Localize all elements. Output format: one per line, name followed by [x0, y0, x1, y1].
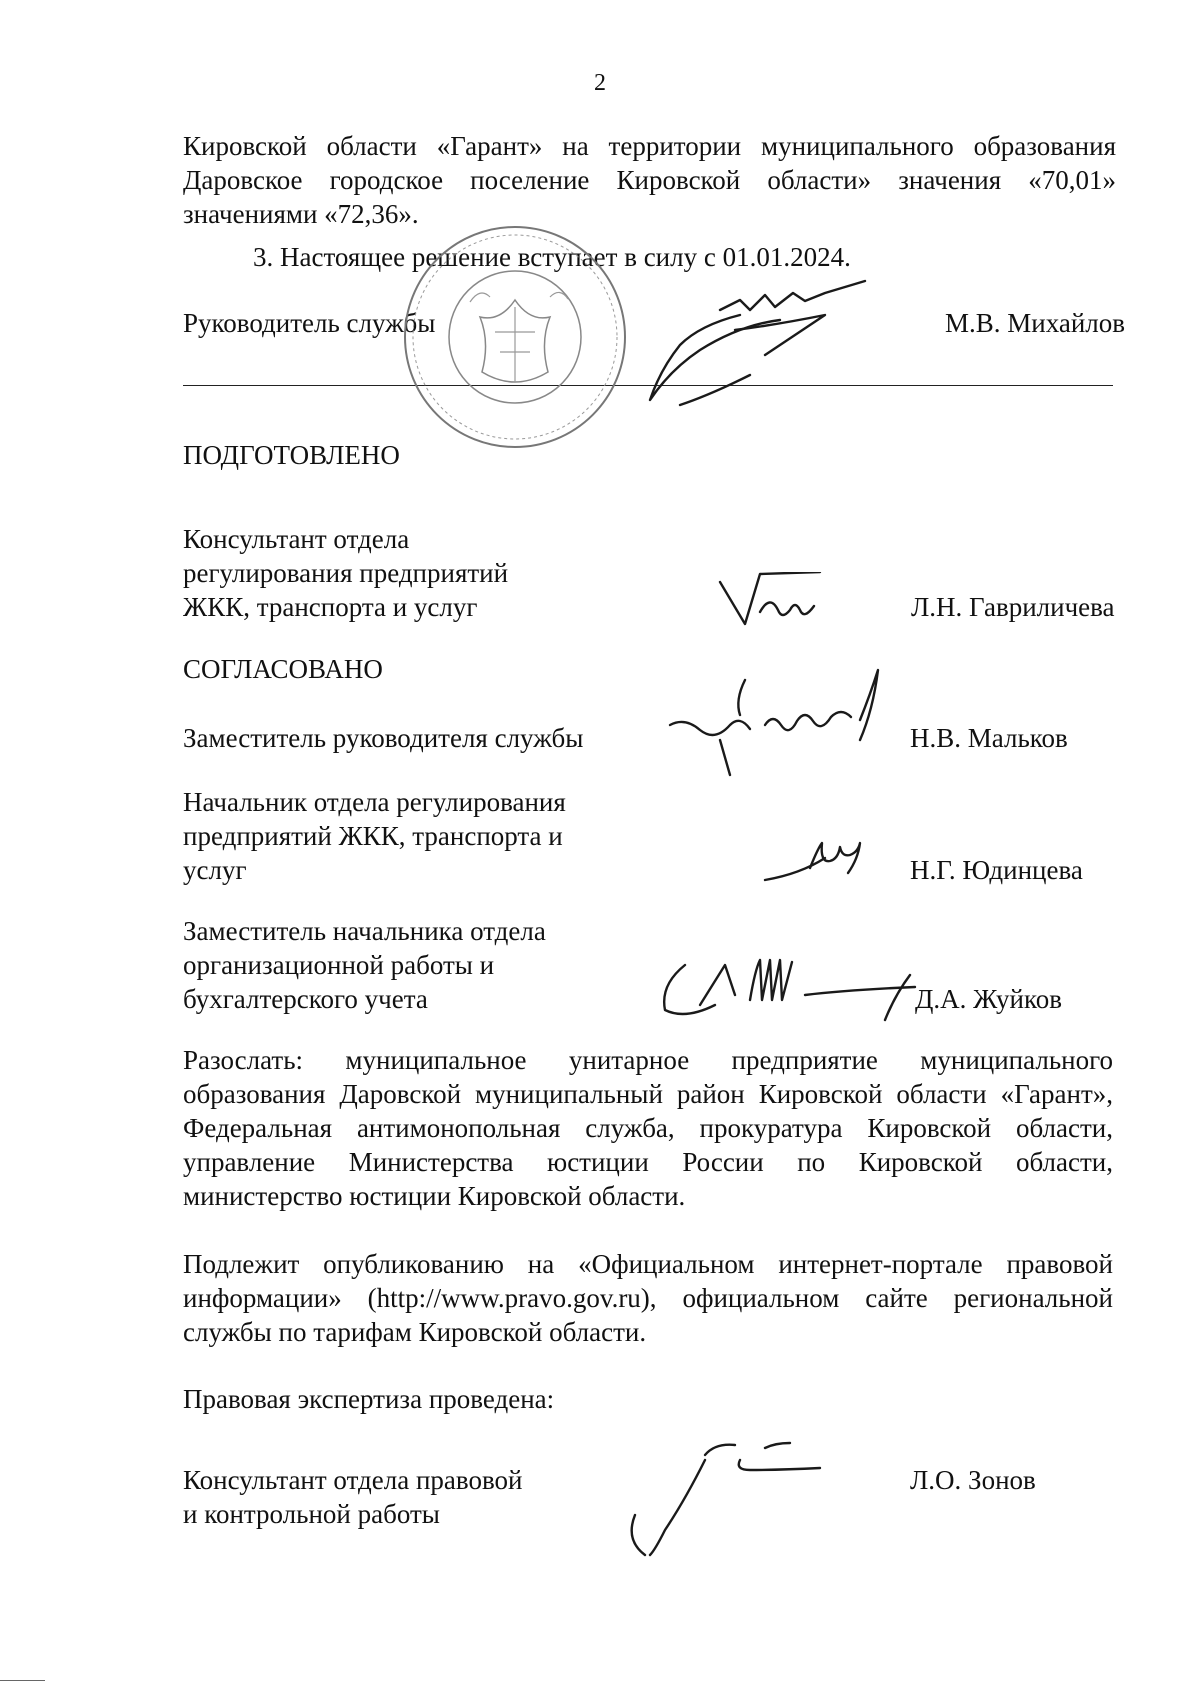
distribution-line: управление Министерства юстиции России по Кировской области, [183, 1147, 1113, 1177]
agreed-signer-3-position-line: организационной работы и [183, 950, 495, 980]
paragraph-1-line: значениями «72,36». [183, 199, 419, 229]
agreed-signer-2-position [183, 785, 566, 887]
official-seal-stamp [400, 222, 630, 452]
agreed-signer-3-position-line: бухгалтерского учета [183, 984, 428, 1014]
distribution-line: министерство юстиции Кировской области. [183, 1181, 686, 1211]
legal-review-position [183, 1463, 522, 1531]
agreed-signer-2-position-line: предприятий ЖКК, транспорта и [183, 821, 563, 851]
legal-review-label: Правовая экспертиза проведена: [183, 1384, 555, 1414]
distribution-line: Разослать: муниципальное унитарное предприятие муниципального [183, 1045, 1113, 1075]
agreed-signer-2-name: Н.Г. Юдинцева [910, 855, 1083, 885]
publication-line: Подлежит опубликованию на «Официальном интернет-портале правовой [183, 1249, 1113, 1279]
agreed-signer-1-position: Заместитель руководителя службы [183, 723, 584, 753]
distribution-list [183, 1043, 1113, 1213]
prepared-position-line: регулирования предприятий [183, 558, 509, 588]
prepared-position-line: Консультант отдела [183, 524, 410, 554]
signature-zhuykov [655, 945, 930, 1025]
signature-zonov [615, 1430, 835, 1560]
signature-head [640, 270, 930, 410]
paragraph-1 [183, 129, 1116, 231]
signature-malkov [660, 665, 920, 780]
legal-review-position-line: Консультант отдела правовой [183, 1465, 523, 1495]
agreed-signer-3-position-line: Заместитель начальника отдела [183, 916, 546, 946]
prepared-heading: ПОДГОТОВЛЕНО [183, 440, 400, 470]
paragraph-1-line: Даровское городское поселение Кировской области» значения «70,01» [183, 165, 1116, 195]
signature-yudintseva [760, 838, 870, 888]
head-position: Руководитель службы [183, 308, 436, 338]
prepared-position-line: ЖКК, транспорта и услуг [183, 592, 478, 622]
publication-line: службы по тарифам Кировской области. [183, 1317, 647, 1347]
page-number: 2 [594, 70, 606, 96]
signature-gavrilicheva [715, 572, 825, 632]
agreed-signer-3-position [183, 914, 546, 1016]
prepared-name: Л.Н. Гавриличева [911, 592, 1115, 622]
agreed-signer-2-position-line: услуг [183, 855, 247, 885]
legal-review-name: Л.О. Зонов [910, 1465, 1036, 1495]
distribution-line: образования Даровской муниципальный район Кировской области «Гарант», [183, 1079, 1113, 1109]
agreed-signer-3-name: Д.А. Жуйков [915, 984, 1062, 1014]
legal-review-position-line: и контрольной работы [183, 1499, 440, 1529]
paragraph-1-line: Кировской области «Гарант» на территории муниципального образования [183, 131, 1116, 161]
agreed-heading: СОГЛАСОВАНО [183, 654, 383, 684]
publication-note [183, 1247, 1113, 1349]
publication-line: информации» (http://www.pravo.gov.ru), официальном сайте региональной [183, 1283, 1113, 1313]
agreed-signer-1-name: Н.В. Мальков [910, 723, 1068, 753]
agreed-signer-2-position-line: Начальник отдела регулирования [183, 787, 566, 817]
distribution-line: Федеральная антимонопольная служба, прокуратура Кировской области, [183, 1113, 1113, 1143]
paragraph-2: 3. Настоящее решение вступает в силу с 01.01.2024. [253, 242, 851, 272]
head-name: М.В. Михайлов [945, 308, 1126, 338]
edge-mark [0, 1680, 45, 1681]
prepared-position [183, 522, 508, 624]
